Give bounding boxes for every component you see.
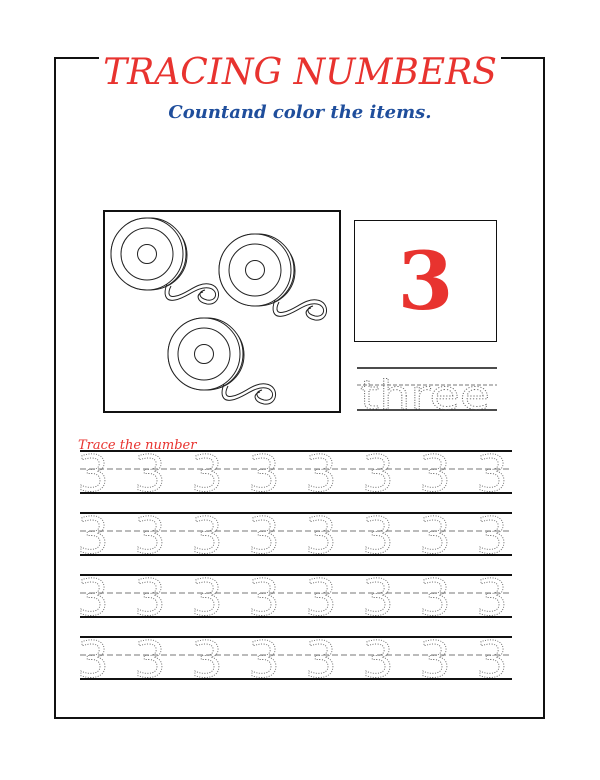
trace-digit: 3 <box>248 631 280 689</box>
trace-digit: 3 <box>476 445 508 503</box>
trace-digit: 3 <box>134 569 166 627</box>
trace-digit: 3 <box>476 507 508 565</box>
trace-digit: 3 <box>134 445 166 503</box>
trace-digit: 3 <box>134 507 166 565</box>
trace-digit: 3 <box>191 445 223 503</box>
trace-instruction: Trace the number <box>78 438 197 453</box>
practice-row <box>77 569 512 627</box>
trace-digit: 3 <box>362 445 394 503</box>
trace-digit: 3 <box>419 507 451 565</box>
trace-digit: 3 <box>305 507 337 565</box>
trace-digit: 3 <box>362 631 394 689</box>
trace-digit: 3 <box>191 569 223 627</box>
trace-digit: 3 <box>77 569 109 627</box>
trace-digit: 3 <box>476 569 508 627</box>
trace-digit: 3 <box>476 631 508 689</box>
trace-digit: 3 <box>248 507 280 565</box>
page-subtitle: Countand color the items. <box>168 102 432 123</box>
trace-digit: 3 <box>419 569 451 627</box>
trace-digit: 3 <box>77 445 109 503</box>
trace-digit: 3 <box>191 631 223 689</box>
practice-row <box>77 631 512 689</box>
trace-digit: 3 <box>248 569 280 627</box>
trace-digit: 3 <box>305 631 337 689</box>
page-title-text: TRACING NUMBERS <box>99 52 501 93</box>
trace-digit: 3 <box>248 445 280 503</box>
trace-digit: 3 <box>305 445 337 503</box>
trace-digit: 3 <box>134 631 166 689</box>
trace-digit: 3 <box>419 631 451 689</box>
trace-digit: 3 <box>191 507 223 565</box>
trace-digit: 3 <box>362 507 394 565</box>
number-word: three <box>360 373 490 414</box>
trace-digit: 3 <box>305 569 337 627</box>
trace-digit: 3 <box>419 445 451 503</box>
trace-digit: 3 <box>362 569 394 627</box>
big-number: 3 <box>397 234 454 328</box>
trace-digit: 3 <box>77 507 109 565</box>
practice-row <box>77 507 512 565</box>
trace-digit: 3 <box>77 631 109 689</box>
